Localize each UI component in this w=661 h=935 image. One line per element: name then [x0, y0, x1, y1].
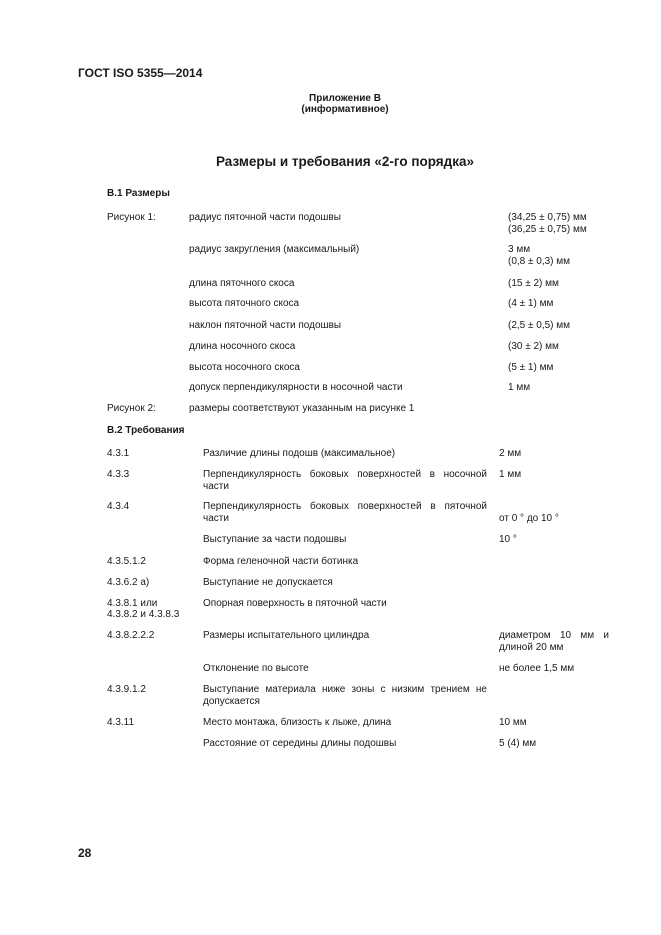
figure-label: Рисунок 2:	[107, 403, 156, 414]
clause-ref: 4.3.5.1.2	[107, 556, 146, 567]
requirement-value: 5 (4) мм	[499, 738, 537, 749]
appendix-title: Приложение В	[309, 93, 381, 104]
requirement-desc: Выступание за части подошвы	[203, 534, 347, 545]
dimension-value: (34,25 ± 0,75) мм	[508, 212, 587, 223]
requirement-desc: Отклонение по высоте	[203, 663, 309, 674]
clause-ref: 4.3.8.2.2.2	[107, 630, 155, 641]
clause-ref: 4.3.9.1.2	[107, 684, 146, 695]
clause-ref: 4.3.4	[107, 501, 130, 512]
clause-ref: 4.3.6.2 а)	[107, 577, 150, 588]
requirement-desc: Место монтажа, близость к лыже, длина	[203, 717, 392, 728]
dimension-desc: наклон пяточной части подошвы	[189, 320, 342, 331]
requirement-desc-cont: допускается	[203, 696, 260, 707]
page-title: Размеры и требования «2-го порядка»	[215, 154, 475, 169]
appendix-subtitle: (информативное)	[301, 104, 389, 115]
requirement-value: не более 1,5 мм	[499, 663, 575, 674]
requirement-value: 2 мм	[499, 448, 522, 459]
requirement-desc: Перпендикулярность боковых поверхностей в пяточной	[203, 501, 487, 512]
dimension-desc: размеры соответствуют указанным на рисунке 1	[189, 403, 415, 414]
dimension-desc: допуск перпендикулярности в носочной части	[189, 382, 403, 393]
requirement-value: диаметром 10 мм и	[499, 630, 609, 641]
clause-ref-cont: 4.3.8.2 и 4.3.8.3	[107, 609, 180, 620]
requirement-desc-cont: части	[203, 513, 229, 524]
dimension-desc: высота пяточного скоса	[189, 298, 300, 309]
requirement-desc-cont: части	[203, 481, 229, 492]
figure-label: Рисунок 1:	[107, 212, 156, 223]
document-code: ГОСТ ISO 5355—2014	[78, 66, 203, 80]
requirement-desc: Выступание не допускается	[203, 577, 333, 588]
clause-ref: 4.3.8.1 или	[107, 598, 158, 609]
clause-ref: 4.3.1	[107, 448, 130, 459]
requirement-desc: Различие длины подошв (максимальное)	[203, 448, 396, 459]
dimension-desc: радиус закругления (максимальный)	[189, 244, 360, 255]
requirement-desc: Выступание материала ниже зоны с низким трением не	[203, 684, 487, 695]
dimension-desc: радиус пяточной части подошвы	[189, 212, 341, 223]
requirement-desc: Форма геленочной части ботинка	[203, 556, 359, 567]
dimension-value: (15 ± 2) мм	[508, 278, 559, 289]
section-b1-heading: В.1 Размеры	[107, 188, 170, 199]
dimension-value-alt: (36,25 ± 0,75) мм	[508, 224, 587, 235]
dimension-value: (5 ± 1) мм	[508, 362, 554, 373]
page-number: 28	[78, 846, 92, 860]
dimension-desc: высота носочного скоса	[189, 362, 300, 373]
clause-ref: 4.3.3	[107, 469, 130, 480]
requirement-value: от 0 ° до 10 °	[499, 513, 559, 524]
dimension-value: 3 мм	[508, 244, 531, 255]
requirement-desc: Перпендикулярность боковых поверхностей в носочной	[203, 469, 487, 480]
requirement-desc: Расстояние от середины длины подошвы	[203, 738, 397, 749]
requirement-value-cont: длиной 20 мм	[499, 642, 564, 653]
dimension-value-alt: (0,8 ± 0,3) мм	[508, 256, 571, 267]
requirement-desc: Размеры испытательного цилиндра	[203, 630, 370, 641]
clause-ref: 4.3.11	[107, 717, 135, 728]
requirement-desc: Опорная поверхность в пяточной части	[203, 598, 387, 609]
section-b2-heading: В.2 Требования	[107, 425, 185, 436]
dimension-value: (2,5 ± 0,5) мм	[508, 320, 571, 331]
requirement-value: 10 °	[499, 534, 517, 545]
requirement-value: 1 мм	[499, 469, 522, 480]
dimension-value: 1 мм	[508, 382, 531, 393]
dimension-desc: длина носочного скоса	[189, 341, 296, 352]
dimension-value: (30 ± 2) мм	[508, 341, 559, 352]
dimension-desc: длина пяточного скоса	[189, 278, 295, 289]
requirement-value: 10 мм	[499, 717, 527, 728]
dimension-value: (4 ± 1) мм	[508, 298, 554, 309]
